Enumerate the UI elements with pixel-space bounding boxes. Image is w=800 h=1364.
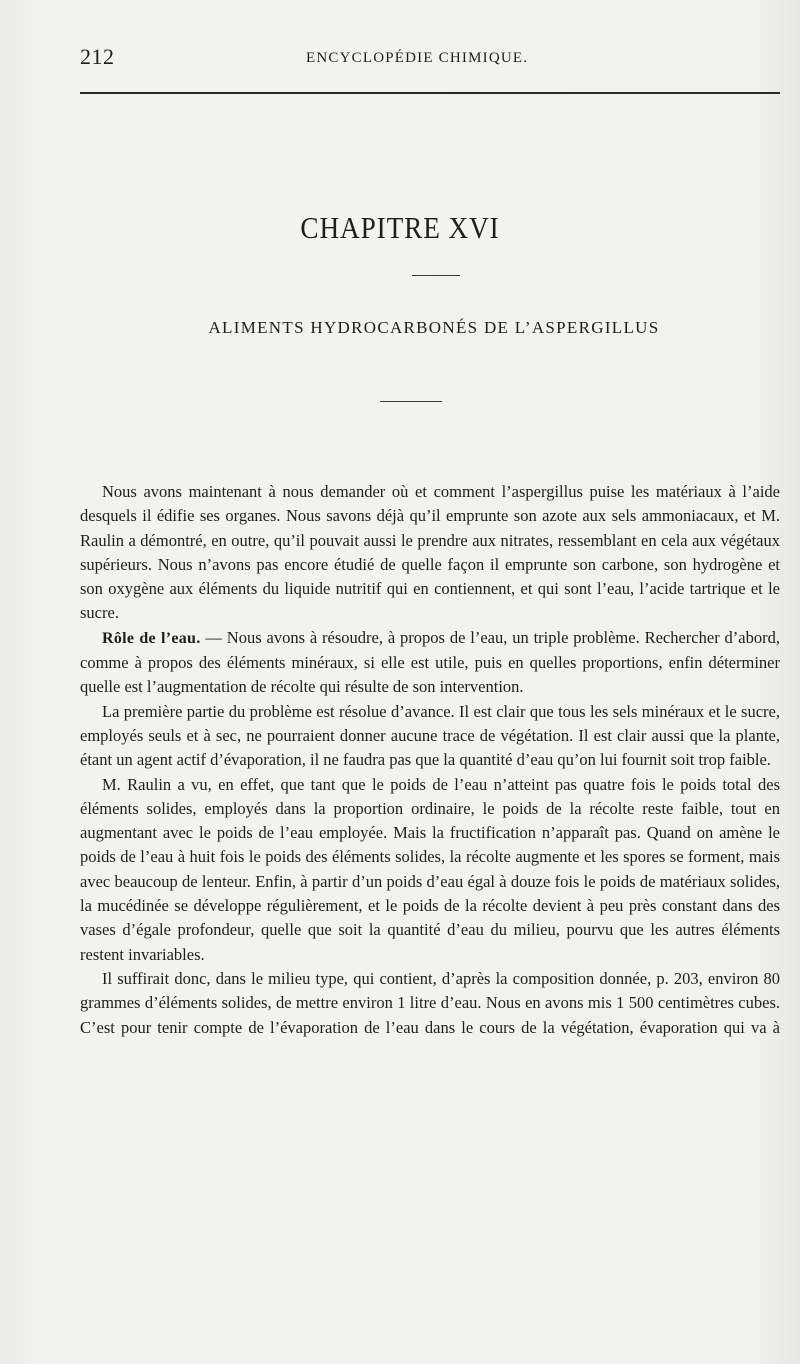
chapter-title: CHAPITRE XVI xyxy=(300,210,500,245)
paragraph-text: — Nous avons à résoudre, à propos de l’eau, un triple problème. Rechercher d’abord, comme à propos des éléments minéraux, si elle est utile, puis en quelles proportions, enfin déterminer quelle est l’augmentation de récolte qui résulte de son intervention. xyxy=(80,627,780,697)
paragraph-quantity-of-water: Il suffirait donc, dans le milieu type, qui contient, d’après la composition donnée, p. 203, environ 80 grammes d’éléments solides, de mettre environ 1 litre d’eau. Nous en avons mis 1 500 centimètres cubes. C’est pour tenir compte de l’évaporation de l’eau dans le cours de la végétation, évaporation qui va à xyxy=(80,968,780,1037)
section-heading-inline: Rôle de l’eau. xyxy=(102,629,201,647)
paragraph-intro: Nous avons maintenant à nous demander où et comment l’aspergillus puise les matériaux à l’aide desquels il édifie ses organes. Nous savons déjà qu’il emprunte son azote aux sels ammoniacaux, et M. Raulin a démontré, en outre, qu’il pouvait aussi le prendre aux nitrates, ressemblant en cela aux végétaux supérieurs. Nous n’avons pas encore étudié de quelle façon il emprunte son carbone, son hydrogène et son oxygène aux éléments du liquide nutritif qui en contiennent, et qui sont l’eau, l’acide tartrique et le sucre. xyxy=(80,482,780,623)
paragraph-first-part: La première partie du problème est résolue d’avance. Il est clair que tous les sels minéraux et le sucre, employés seuls et à sec, ne pourraient donner aucune trace de végétation. Il est clair aussi que la plante, étant un agent actif d’évaporation, il ne faudra pas que la quantité d’eau qu’on lui fournit soit trop faible. xyxy=(80,701,780,770)
header-rule xyxy=(80,92,780,94)
subtitle-divider xyxy=(380,401,442,402)
running-head: ENCYCLOPÉDIE CHIMIQUE. xyxy=(306,50,529,66)
page-number: 212 xyxy=(80,44,115,69)
page-header xyxy=(80,44,780,74)
chapter-subtitle: ALIMENTS HYDROCARBONÉS DE L’ASPERGILLUS xyxy=(208,318,660,337)
title-divider xyxy=(412,275,460,276)
paragraph-raulin-observations: M. Raulin a vu, en effet, que tant que le poids de l’eau n’atteint pas quatre fois le poids total des éléments solides, employés dans la proportion ordinaire, le poids de la récolte reste faible, tout en augmentant avec le poids de l’eau employée. Mais la fructification n’apparaît pas. Quand on amène le poids de l’eau à huit fois le poids des éléments solides, la récolte augmente et les spores se forment, mais avec beaucoup de lenteur. Enfin, à partir d’un poids d’eau égal à douze fois le poids de matériaux solides, la mucédinée se développe régulièrement, et le poids de la récolte devient à peu près constant dans des vases d’égale profondeur, quelle que soit la quantité d’eau du milieu, pourvu que les autres éléments restent invariables. xyxy=(80,774,780,964)
paragraph-role-of-water xyxy=(80,626,780,700)
body-text xyxy=(80,480,780,1040)
